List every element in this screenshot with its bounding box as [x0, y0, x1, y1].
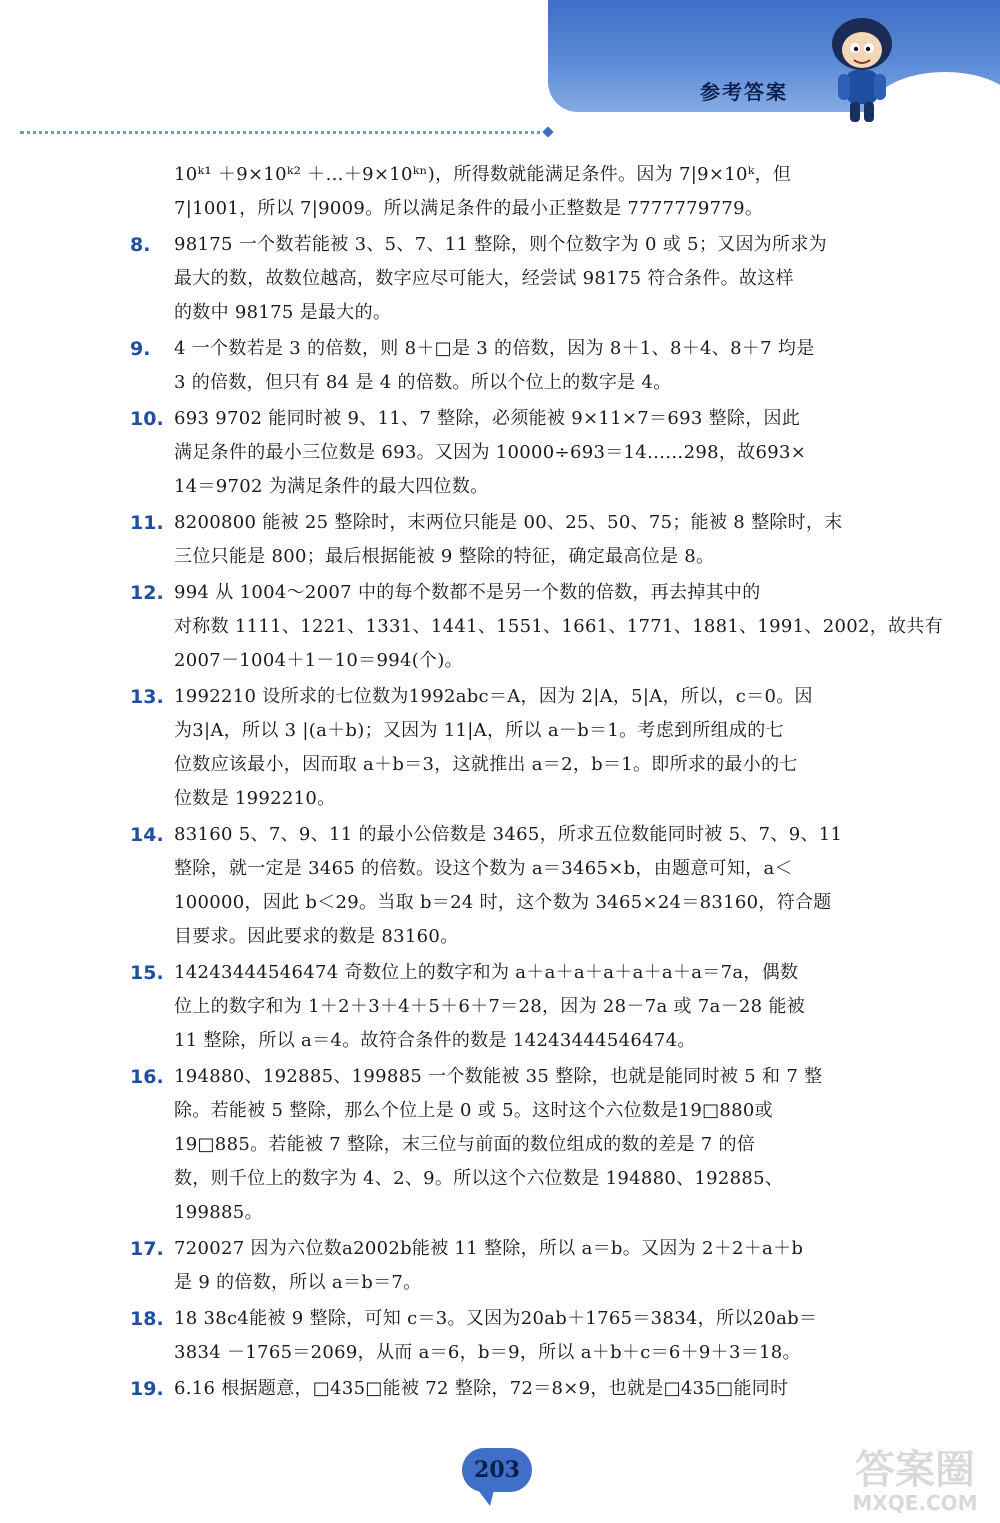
answer-item [130, 576, 943, 678]
answer-text-line: 199885。 [174, 1202, 263, 1223]
answer-text-line: 2007－1004＋1－10＝994(个)。 [174, 650, 463, 671]
answer-text-line: 194880、192885、199885 一个数能被 35 整除，也就是能同时被 5 和 7 整 [174, 1066, 823, 1087]
answer-text-line: 三位只能是 800；最后根据能被 9 整除的特征，确定最高位是 8。 [174, 546, 715, 567]
watermark [840, 1448, 990, 1518]
answer-item [130, 402, 905, 504]
answer-text-line: 11 整除，所以 a＝4。故符合条件的数是 14243444546474。 [174, 1030, 696, 1051]
answer-text-line: 1992210 设所求的七位数为1992abc＝A，因为 2|A，5|A，所以，c＝0。因 [174, 686, 813, 707]
answer-text-line: 19□885。若能被 7 整除，末三位与前面的数位组成的数的差是 7 的倍 [174, 1134, 756, 1155]
answer-number: 9. [130, 338, 151, 360]
answer-text-line: 994 从 1004～2007 中的每个数都不是另一个数的倍数，再去掉其中的 [174, 582, 761, 603]
answer-text-line: 除。若能被 5 整除，那么个位上是 0 或 5。这时这个六位数是19□880或 [174, 1100, 773, 1121]
mascot-illustration [818, 8, 902, 128]
answer-item [130, 1060, 905, 1230]
answer-text-line: 4 一个数若是 3 的倍数，则 8＋□是 3 的倍数，因为 8＋1、8＋4、8＋7 均是 [174, 338, 815, 359]
answer-text-line: 的数中 98175 是最大的。 [174, 302, 392, 323]
answer-text-line: 8200800 能被 25 整除时，末两位只能是 00、25、50、75；能被 8 整除时，末 [174, 512, 843, 533]
answer-item [130, 506, 905, 574]
page-number: 203 [462, 1448, 532, 1492]
answer-item [130, 680, 905, 816]
answer-item [130, 956, 905, 1058]
answer-number: 8. [130, 234, 151, 256]
answer-item [130, 1302, 905, 1370]
watermark-url: MXQE.COM [852, 1491, 978, 1515]
answer-text-line: 14＝9702 为满足条件的最大四位数。 [174, 476, 489, 497]
answer-text-line: 目要求。因此要求的数是 83160。 [174, 926, 459, 947]
answer-number: 10. [130, 408, 164, 430]
answer-text-line: 100000，因此 b＜29。当取 b＝24 时，这个数为 3465×24＝83160，符合题 [174, 892, 832, 913]
answer-text-line: 3 的倍数，但只有 84 是 4 的倍数。所以个位上的数字是 4。 [174, 372, 672, 393]
answer-text-line: 是 9 的倍数，所以 a＝b＝7。 [174, 1272, 422, 1293]
answer-number: 12. [130, 582, 164, 604]
answer-text-line: 为3|A，所以 3 |(a＋b)；又因为 11|A，所以 a－b＝1。考虑到所组成的七 [174, 720, 784, 741]
answer-text-line: 数，则千位上的数字为 4、2、9。所以这个六位数是 194880、192885、 [174, 1168, 784, 1189]
answer-text-line: 7|1001，所以 7|9009。所以满足条件的最小正整数是 7777779779。 [174, 198, 764, 219]
answer-item [130, 158, 905, 226]
header-divider [20, 131, 548, 134]
answer-number: 17. [130, 1238, 164, 1260]
answer-text-line: 3834 －1765＝2069，从而 a＝6，b＝9，所以 a＋b＋c＝6＋9＋3＝18。 [174, 1342, 801, 1363]
answer-number: 11. [130, 512, 164, 534]
answer-text-line: 83160 5、7、9、11 的最小公倍数是 3465，所求五位数能同时被 5、7、9、11 [174, 824, 843, 845]
answer-number: 15. [130, 962, 164, 984]
answer-text-line: 14243444546474 奇数位上的数字和为 a＋a＋a＋a＋a＋a＋a＝7a，偶数 [174, 962, 799, 983]
answer-text-line: 对称数 1111、1221、1331、1441、1551、1661、1771、1881、1991、2002，故共有 [174, 616, 943, 637]
answer-text-line: 98175 一个数若能被 3、5、7、11 整除，则个位数字为 0 或 5；又因为所求为 [174, 234, 827, 255]
answer-number: 14. [130, 824, 164, 846]
answer-list [130, 158, 943, 1408]
answer-item [130, 818, 905, 954]
answer-text-line: 18 38c4能被 9 整除，可知 c＝3。又因为20ab＋1765＝3834，所以20ab＝ [174, 1308, 818, 1329]
answer-item [130, 1372, 905, 1406]
answer-text-line: 位上的数字和为 1＋2＋3＋4＋5＋6＋7＝28，因为 28－7a 或 7a－28 能被 [174, 996, 806, 1017]
answer-text-line: 720027 因为六位数a2002b能被 11 整除，所以 a＝b。又因为 2＋2＋a＋b [174, 1238, 804, 1259]
answer-number: 18. [130, 1308, 164, 1330]
header-title: 参考答案 [700, 80, 788, 104]
answer-item [130, 332, 905, 400]
answer-number: 13. [130, 686, 164, 708]
answer-text-line: 10ᵏ¹ ＋9×10ᵏ² ＋…＋9×10ᵏⁿ)，所得数就能满足条件。因为 7|9×10ᵏ，但 [174, 164, 792, 185]
answer-item [130, 1232, 905, 1300]
answer-number: 19. [130, 1378, 164, 1400]
answer-text-line: 最大的数，故数位越高，数字应尽可能大，经尝试 98175 符合条件。故这样 [174, 268, 794, 289]
answer-item [130, 228, 905, 330]
answer-text-line: 满足条件的最小三位数是 693。又因为 10000÷693＝14……298，故693× [174, 442, 807, 463]
watermark-logo-text: 答案圈 [855, 1447, 975, 1493]
answer-text-line: 693 9702 能同时被 9、11、7 整除，必须能被 9×11×7＝693 整除，因此 [174, 408, 801, 429]
answer-text-line: 6.16 根据题意，□435□能被 72 整除，72＝8×9，也就是□435□能同时 [174, 1378, 789, 1399]
answer-text-line: 整除，就一定是 3465 的倍数。设这个数为 a＝3465×b，由题意可知，a＜ [174, 858, 793, 879]
answer-text-line: 位数应该最小，因而取 a＋b＝3，这就推出 a＝2，b＝1。即所求的最小的七 [174, 754, 798, 775]
answer-number: 16. [130, 1066, 164, 1088]
answer-text-line: 位数是 1992210。 [174, 788, 336, 809]
